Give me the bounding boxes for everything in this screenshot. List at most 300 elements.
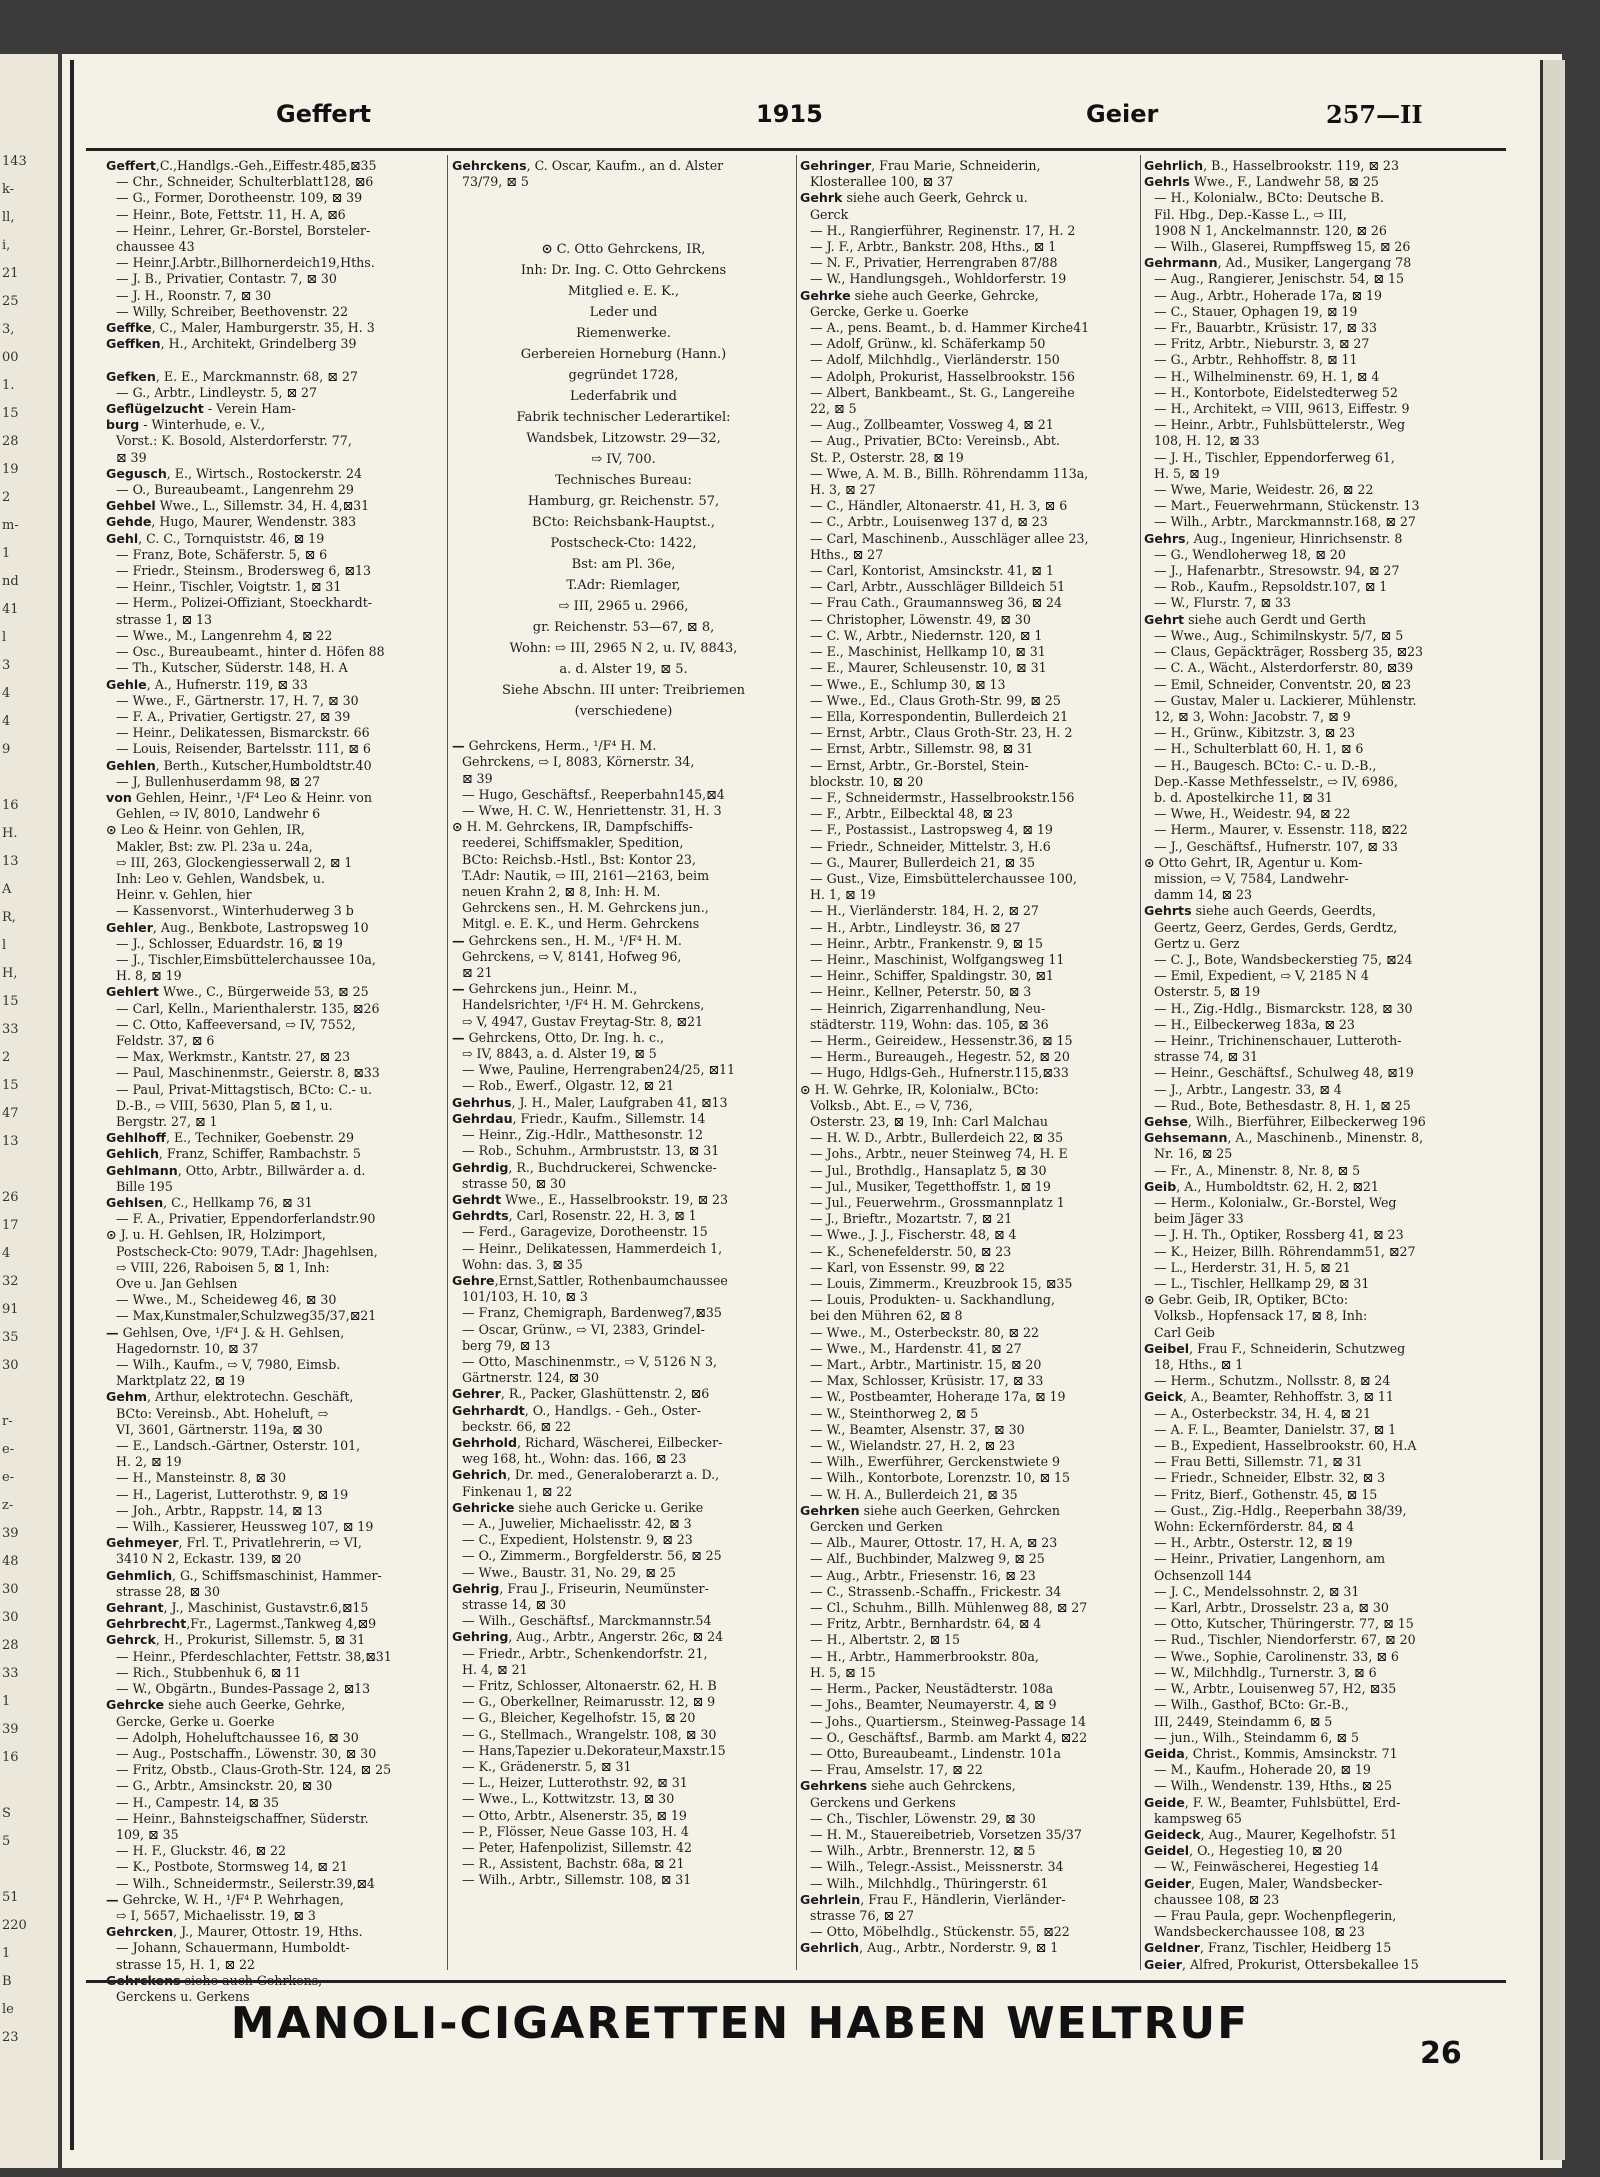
directory-entry: — A. F. L., Beamter, Danielstr. 37, ⊠ 1 [1154,1421,1397,1437]
directory-entry: — Friedr., Steinsm., Brodersweg 6, ⊠13 [116,563,371,579]
directory-entry: — H., Zig.-Hdlg., Bismarckstr. 128, ⊠ 30 [1154,1000,1413,1016]
running-header [86,92,1506,140]
directory-entry: — F., Arbtr., Eilbecktal 48, ⊠ 23 [810,806,1013,822]
directory-entry: weg 168, ht., Wohn: das. 166, ⊠ 23 [462,1451,687,1467]
directory-entry: — H., Campestr. 14, ⊠ 35 [116,1794,279,1810]
directory-entry: Gerck [810,206,849,222]
margin-fragment: e- [2,1470,15,1485]
margin-fragment: 13 [2,854,19,869]
directory-entry: — Carl, Maschinenb., Ausschläger allee 23, [810,530,1089,546]
directory-entry: — C., Stauer, Ophagen 19, ⊠ 19 [1154,303,1358,319]
directory-entry: — Franz, Chemigraph, Bardenweg7,⊠35 [462,1305,722,1321]
directory-entry: — J. C., Mendelssohnstr. 2, ⊠ 31 [1154,1583,1360,1599]
directory-entry: strasse 15, H. 1, ⊠ 22 [116,1956,256,1972]
directory-entry: — Franz, Bote, Schäferstr. 5, ⊠ 6 [116,546,328,562]
directory-entry: Wandsbek, Litzowstr. 29—32, [526,431,721,447]
directory-entry: ⇨ IV, 8843, a. d. Alster 19, ⊠ 5 [462,1046,657,1062]
sheet-number: 26 [1420,2036,1462,2071]
directory-entry: Mitglied e. E. K., [567,284,680,300]
directory-entry: — J., Brieftr., Mozartstr. 7, ⊠ 21 [810,1211,1013,1227]
directory-entry: — W. H. A., Bullerdeich 21, ⊠ 35 [810,1486,1018,1502]
directory-entry: chaussee 108, ⊠ 23 [1154,1891,1280,1907]
directory-entry: Ochsenzoll 144 [1154,1567,1252,1583]
directory-entry: Gehrlich, B., Hasselbrookstr. 119, ⊠ 23 [1144,158,1399,173]
directory-entry: H. 4, ⊠ 21 [462,1661,528,1677]
directory-entry: ⊙ J. u. H. Gehlsen, IR, Holzimport, [106,1227,326,1243]
directory-entry: Gehlich, Franz, Schiffer, Rambachstr. 5 [106,1146,361,1162]
margin-fragment: 4 [2,1246,11,1261]
margin-fragment: 220 [2,1918,27,1933]
directory-entry: — Heinr.J.Arbtr.,Billhornerdeich19,Hths. [116,255,375,271]
directory-entry: Gehlhoff, E., Techniker, Goebenstr. 29 [106,1130,355,1146]
directory-entry: — W., Handlungsgeh., Wohldorferstr. 19 [810,271,1067,287]
directory-entry: — Wwe, H., Weidestr. 94, ⊠ 22 [1154,806,1351,822]
directory-entry: — Gustav, Maler u. Lackierer, Mühlenstr. [1154,692,1417,708]
directory-entry: — Wilh., Wendenstr. 139, Hths., ⊠ 25 [1154,1778,1393,1794]
directory-entry: 22, ⊠ 5 [810,401,857,417]
margin-fragment: e- [2,1442,15,1457]
directory-entry: — Rud., Bote, Bethesdastr. 8, H. 1, ⊠ 25 [1154,1097,1411,1113]
margin-fragment: 30 [2,1610,19,1625]
margin-fragment: 2 [2,490,11,505]
directory-entry: Gerckens und Gerkens [810,1794,956,1810]
margin-fragment: ll, [2,210,15,225]
directory-entry: — N. F., Privatier, Herrengraben 87/88 [810,255,1058,271]
directory-entry: Vorst.: K. Bosold, Alsterdorferstr. 77, [116,433,352,449]
directory-entry: — E., Maurer, Schleusenstr. 10, ⊠ 31 [810,660,1047,676]
directory-entry: Gehring, Aug., Arbtr., Angerstr. 26c, ⊠ 24 [452,1629,724,1645]
directory-entry: neuen Krahn 2, ⊠ 8, Inh: H. M. [462,884,661,900]
directory-entry [452,190,787,206]
directory-entry: — Hans,Tapezier u.Dekorateur,Maxstr.15 [462,1742,726,1758]
directory-entry: — Wwe., M., Osterbeckstr. 80, ⊠ 22 [810,1324,1039,1340]
directory-entry: — Fritz, Schlosser, Altonaerstr. 62, H. B [462,1678,717,1693]
directory-entry: — Th., Kutscher, Süderstr. 148, H. A [116,660,348,676]
margin-fragment: 15 [2,1078,19,1093]
directory-entry: — Heinr., Tischler, Voigtstr. 1, ⊠ 31 [116,579,342,595]
directory-entry: — Karl, von Essenstr. 99, ⊠ 22 [810,1259,1005,1275]
margin-fragment: 23 [2,2030,19,2045]
directory-entry: Wohn: Eckernförderstr. 84, ⊠ 4 [1154,1519,1355,1535]
margin-fragment: r- [2,1414,13,1429]
directory-entry: Geick, A., Beamter, Rehhoffstr. 3, ⊠ 11 [1144,1389,1394,1405]
directory-entry: — Gehrckens, Herm., ¹/F⁴ H. M. [452,738,657,754]
directory-entry: — Jul., Feuerwehrm., Grossmannplatz 1 [810,1195,1065,1210]
directory-entry: — G., Arbtr., Rehhoffstr. 8, ⊠ 11 [1154,352,1358,368]
margin-fragment: 143 [2,154,27,169]
directory-entry: — G., Maurer, Bullerdeich 21, ⊠ 35 [810,854,1036,870]
margin-fragment: 2 [2,1050,11,1065]
directory-entry: Geider, Eugen, Maler, Wandsbecker- [1144,1875,1383,1891]
margin-fragment: 1 [2,546,11,561]
directory-entry: strasse 14, ⊠ 30 [462,1596,567,1612]
directory-entry: Geier, Alfred, Prokurist, Ottersbekallee 15 [1144,1956,1419,1972]
margin-fragment: 3 [2,658,11,673]
directory-entry: — Heinr., Lehrer, Gr.-Borstel, Borsteler- [116,222,371,238]
directory-entry: Gehle, A., Hufnerstr. 119, ⊠ 33 [106,676,308,692]
directory-entry: — J. F., Arbtr., Bankstr. 208, Hths., ⊠ 1 [810,239,1057,255]
directory-entry: Gehrhold, Richard, Wäscherei, Eilbecker- [452,1434,723,1450]
directory-entry: — H., Schulterblatt 60, H. 1, ⊠ 6 [1154,741,1364,757]
directory-entry: Gehrich, Dr. med., Generaloberarzt a. D., [452,1467,720,1483]
directory-entry: — Adolf, Milchhdlg., Vierländerstr. 150 [810,352,1060,368]
directory-entry: — W., Beamter, Alsenstr. 37, ⊠ 30 [810,1421,1025,1437]
directory-entry: — Wilh., Ewerführer, Gerckenstwiete 9 [810,1454,1061,1470]
directory-entry: a. d. Alster 19, ⊠ 5. [559,662,688,678]
directory-entry: — Wwe., Baustr. 31, No. 29, ⊠ 25 [462,1564,676,1580]
directory-entry: — Frau Betti, Sillemstr. 71, ⊠ 31 [1154,1454,1363,1470]
directory-entry: — Fritz, Arbtr., Bernhardstr. 64, ⊠ 4 [810,1616,1042,1632]
directory-entry: Gehrck, H., Prokurist, Sillemstr. 5, ⊠ 31 [106,1632,366,1648]
directory-entry: 1908 N 1, Anckelmannstr. 120, ⊠ 26 [1154,222,1387,238]
directory-entry: H. 1, ⊠ 19 [810,887,876,903]
directory-entry: — J., Geschäftsf., Hufnerstr. 107, ⊠ 33 [1154,838,1398,854]
column-divider [1140,155,1141,1970]
directory-entry: Osterstr. 5, ⊠ 19 [1154,984,1261,1000]
margin-fragment: 25 [2,294,19,309]
directory-entry: — J. H. Th., Optiker, Rossberg 41, ⊠ 23 [1154,1227,1404,1243]
directory-entry: — Wwe., M., Scheideweg 46, ⊠ 30 [116,1292,337,1308]
margin-fragment: 35 [2,1330,19,1345]
directory-entry: strasse 1, ⊠ 13 [116,611,213,627]
directory-entry: — Wilh., Gasthof, BCto: Gr.-B., [1154,1697,1349,1713]
directory-entry: Gehlen, ⇨ IV, 8010, Landwehr 6 [116,806,321,822]
directory-entry: — H., Albertstr. 2, ⊠ 15 [810,1632,961,1648]
directory-entry: — H., Arbtr., Lindleystr. 36, ⊠ 27 [810,919,1021,935]
directory-entry: — F., Schneidermstr., Hasselbrookstr.156 [810,789,1075,805]
directory-entry: — E., Maschinist, Hellkamp 10, ⊠ 31 [810,644,1046,660]
directory-entry: Postscheck-Cto: 9079, T.Adr: Jhagehlsen, [116,1243,378,1259]
directory-entry: ⊠ 39 [116,449,147,465]
directory-entry: — H., Architekt, ⇨ VIII, 9613, Eiffestr. 9 [1154,401,1410,417]
directory-entry: Gehrdig, R., Buchdruckerei, Schwencke- [452,1159,717,1175]
directory-entry: Geffert,C.,Handlgs.-Geh.,Eiffestr.485,⊠35 [106,158,377,173]
directory-entry: Handelsrichter, ¹/F⁴ H. M. Gehrckens, [462,997,705,1013]
directory-entry: — Wwe., J. J., Fischerstr. 48, ⊠ 4 [810,1227,1017,1243]
directory-entry: — Ernst, Arbtr., Claus Groth-Str. 23, H. 2 [810,725,1073,741]
directory-entry: Gehrls Wwe., F., Landwehr 58, ⊠ 25 [1144,174,1379,190]
directory-entry: Gefken, E. E., Marckmannstr. 68, ⊠ 27 [106,368,358,384]
column-divider [796,155,797,1970]
directory-entry: ⊙ H. M. Gehrckens, IR, Dampfschiffs- [452,819,693,835]
margin-fragment: 28 [2,1638,19,1653]
directory-entry: Lederfabrik und [570,389,677,405]
previous-page-strip [0,54,58,2168]
directory-entry: 73/79, ⊠ 5 [462,174,529,190]
directory-entry: — Wwe, Marie, Weidestr. 26, ⊠ 22 [1154,482,1374,498]
directory-entry: — L., Heizer, Lutterothstr. 92, ⊠ 31 [462,1775,688,1791]
margin-fragment: 19 [2,462,19,477]
directory-entry: — Carl, Arbtr., Ausschläger Billdeich 51 [810,579,1066,595]
directory-column-4 [1144,158,1479,1972]
directory-entry: — Frau, Amselstr. 17, ⊠ 22 [810,1762,983,1778]
directory-entry: gegründet 1728, [568,368,679,384]
directory-entry: — Fritz, Obstb., Claus-Groth-Str. 124, ⊠ 25 [116,1762,392,1778]
directory-entry: ⇨ I, 5657, Michaelisstr. 19, ⊠ 3 [116,1907,316,1923]
directory-entry: — Oscar, Grünw., ⇨ VI, 2383, Grindel- [462,1321,705,1337]
directory-entry: 101/103, H. 10, ⊠ 3 [462,1289,588,1305]
directory-entry: strasse 50, ⊠ 30 [462,1175,567,1191]
directory-entry: Gehrdts, Carl, Rosenstr. 22, H. 3, ⊠ 1 [452,1208,697,1224]
directory-entry: — Kassenvorst., Winterhuderweg 3 b [116,903,354,919]
directory-entry: Gehrant, J., Maschinist, Gustavstr.6,⊠15 [106,1600,369,1616]
directory-entry: — C. J., Bote, Wandsbeckerstieg 75, ⊠24 [1154,951,1413,967]
directory-entry: ⇨ VIII, 226, Raboisen 5, ⊠ 1, Inh: [116,1259,330,1275]
directory-entry: — Heinr., Trichinenschauer, Lutteroth- [1154,1032,1402,1048]
directory-entry: — B., Expedient, Hasselbrookstr. 60, H.A [1154,1438,1417,1454]
directory-entry: — Frau Paula, gepr. Wochenpflegerin, [1154,1907,1397,1923]
directory-entry: Gehrt siehe auch Gerdt und Gerth [1144,611,1367,627]
directory-entry: — W., Flurstr. 7, ⊠ 33 [1154,595,1292,611]
directory-entry: — H. W. D., Arbtr., Bullerdeich 22, ⊠ 35 [810,1130,1064,1146]
margin-fragment: z- [2,1498,14,1513]
directory-entry: — Wilh., Arbtr., Marckmannstr.168, ⊠ 27 [1154,514,1416,530]
directory-entry: — J., Arbtr., Langestr. 33, ⊠ 4 [1154,1081,1342,1097]
directory-entry: — Wwe., M., Langenrehm 4, ⊠ 22 [116,627,333,643]
directory-entry: — W., Milchhdlg., Turnerstr. 3, ⊠ 6 [1154,1664,1377,1680]
directory-entry: — Aug., Arbtr., Friesenstr. 16, ⊠ 23 [810,1567,1036,1583]
directory-entry: Gehrcken, J., Maurer, Ottostr. 19, Hths. [106,1924,363,1940]
directory-entry: H. 3, ⊠ 27 [810,482,876,498]
directory-entry: blockstr. 10, ⊠ 20 [810,773,924,789]
directory-entry: — L., Herderstr. 31, H. 5, ⊠ 21 [1154,1259,1351,1275]
directory-entry: BCto: Reichsbank-Hauptst., [532,515,715,531]
directory-entry: — Fritz, Arbtr., Nieburstr. 3, ⊠ 27 [1154,336,1370,352]
column-divider [447,155,448,1970]
directory-entry: Gehmlich, G., Schiffsmaschinist, Hammer- [106,1567,382,1583]
directory-entry: — Heinr., Delikatessen, Bismarckstr. 66 [116,725,370,741]
directory-entry: — Wilh., Schneidermstr., Seilerstr.39,⊠4 [116,1875,375,1891]
directory-entry: ⊠ 39 [462,770,493,786]
directory-entry: — A., pens. Beamt., b. d. Hammer Kirche41 [810,320,1090,336]
directory-entry: — Heinr., Bahnsteigschaffner, Süderstr. [116,1810,369,1826]
directory-entry: — Otto, Bureaubeamt., Lindenstr. 101a [810,1745,1061,1761]
directory-entry: — Johann, Schauermann, Humboldt- [116,1940,350,1956]
directory-entry: Gercke, Gerke u. Goerke [810,303,969,319]
directory-entry: — Aug., Postschaffn., Löwenstr. 30, ⊠ 30 [116,1745,377,1761]
directory-entry: städterstr. 119, Wohn: das. 105, ⊠ 36 [810,1016,1049,1032]
directory-entry: Postscheck-Cto: 1422, [550,536,697,552]
margin-fragment: l [2,630,7,645]
directory-entry: — E., Landsch.-Gärtner, Osterstr. 101, [116,1438,361,1454]
directory-entry: — Wilh., Arbtr., Sillemstr. 108, ⊠ 31 [462,1872,692,1888]
directory-entry: — Max, Werkmstr., Kantstr. 27, ⊠ 23 [116,1049,351,1065]
directory-entry: — Karl, Arbtr., Drosselstr. 23 a, ⊠ 30 [1154,1600,1389,1616]
directory-entry: Gehrlich, Aug., Arbtr., Norderstr. 9, ⊠ 1 [800,1940,1059,1956]
directory-entry: — Wwe., Ed., Claus Groth-Str. 99, ⊠ 25 [810,692,1061,708]
directory-entry: — G., Arbtr., Lindleystr. 5, ⊠ 27 [116,384,318,400]
margin-fragment: le [2,2002,14,2017]
directory-entry: — Wwe, A. M. B., Billh. Röhrendamm 113a, [810,465,1089,481]
directory-entry: — Wilh., Kassierer, Heussweg 107, ⊠ 19 [116,1519,374,1535]
directory-entry: — Wilh., Kontorbote, Lorenzstr. 10, ⊠ 15 [810,1470,1071,1486]
directory-entry: — Ernst, Arbtr., Sillemstr. 98, ⊠ 31 [810,741,1034,757]
directory-entry: — O., Geschäftsf., Barmb. am Markt 4, ⊠22 [810,1729,1088,1745]
directory-entry: Gehlsen, C., Hellkamp 76, ⊠ 31 [106,1195,313,1210]
directory-entry: ⇨ IV, 700. [591,452,656,468]
directory-entry: — Rob., Schuhm., Armbruststr. 13, ⊠ 31 [462,1143,720,1159]
directory-entry: strasse 74, ⊠ 31 [1154,1049,1259,1065]
directory-entry: — Heinr., Zig.-Hdlr., Matthesonstr. 12 [462,1127,704,1143]
margin-fragment: l [2,938,7,953]
directory-entry: — Wwe., Aug., Schimilnskystr. 5/7, ⊠ 5 [1154,627,1404,643]
margin-fragment: m- [2,518,19,533]
directory-entry: — H., Lagerist, Lutterothstr. 9, ⊠ 19 [116,1486,349,1502]
directory-entry: Makler, Bst: zw. Pl. 23a u. 24a, [116,838,313,854]
directory-entry: — Ella, Korrespondentin, Bullerdeich 21 [810,708,1069,724]
directory-entry: Wohn: das. 3, ⊠ 35 [462,1256,583,1272]
directory-entry: Gehrmann, Ad., Musiker, Langergang 78 [1144,255,1412,271]
directory-entry: — H., Grünw., Kibitzstr. 3, ⊠ 23 [1154,725,1356,741]
directory-entry: Bille 195 [116,1178,173,1194]
directory-entry: Dep.-Kasse Methfesselstr., ⇨ IV, 6986, [1154,773,1398,789]
directory-entry: Gehrdau, Friedr., Kaufm., Sillemstr. 14 [452,1110,706,1126]
directory-entry: — Rob., Kaufm., Repsoldstr.107, ⊠ 1 [1154,579,1388,595]
directory-entry: — G., Former, Dorotheenstr. 109, ⊠ 39 [116,190,363,206]
directory-entry: berg 79, ⊠ 13 [462,1337,551,1353]
directory-entry: ⇨ V, 4947, Gustav Freytag-Str. 8, ⊠21 [462,1013,703,1029]
directory-entry: — W., Obgärtn., Bundes-Passage 2, ⊠13 [116,1681,371,1697]
directory-entry: — Fr., Bauarbtr., Krüsistr. 17, ⊠ 33 [1154,320,1377,336]
margin-fragment: 00 [2,350,19,365]
margin-fragment: R, [2,910,16,925]
directory-entry: — Otto, Arbtr., Alsenerstr. 35, ⊠ 19 [462,1807,687,1823]
directory-entry: mission, ⇨ V, 7584, Landwehr- [1154,870,1349,886]
directory-entry: — Louis, Zimmerm., Kreuzbrook 15, ⊠35 [810,1276,1073,1292]
margin-fragment: 4 [2,686,11,701]
directory-entry: Gehrckens, ⇨ I, 8083, Körnerstr. 34, [462,754,695,770]
directory-entry: — Louis, Produkten- u. Sackhandlung, [810,1292,1055,1308]
margin-fragment: 15 [2,406,19,421]
margin-fragment: S [2,1806,11,1821]
page-right-edge [1540,60,1565,2160]
directory-entry: T.Adr: Nautik, ⇨ III, 2161—2163, beim [462,867,710,883]
directory-entry: — Heinr., Delikatessen, Hammerdeich 1, [462,1240,723,1256]
margin-fragment: 32 [2,1274,19,1289]
directory-entry: — Herm., Geireidew., Hessenstr.36, ⊠ 15 [810,1032,1073,1048]
directory-entry: Hamburg, gr. Reichenstr. 57, [527,494,720,510]
header-rule [86,148,1506,151]
directory-entry: BCto: Reichsb.-Hstl., Bst: Kontor 23, [462,851,696,867]
directory-entry: — Adolph, Prokurist, Hasselbrookstr. 156 [810,368,1075,384]
directory-entry: — O., Zimmerm., Borgfelderstr. 56, ⊠ 25 [462,1548,722,1564]
directory-entry: H. 2, ⊠ 19 [116,1454,182,1470]
directory-entry: Gehrs, Aug., Ingenieur, Hinrichsenstr. 8 [1144,530,1403,546]
directory-entry: Fabrik technischer Lederartikel: [516,410,731,426]
directory-entry: Feldstr. 37, ⊠ 6 [116,1032,215,1048]
directory-entry: — Carl, Kelln., Marienthalerstr. 135, ⊠26 [116,1000,380,1016]
directory-entry: — Christopher, Löwenstr. 49, ⊠ 30 [810,611,1031,627]
directory-entry: Geideck, Aug., Maurer, Kegelhofstr. 51 [1144,1826,1398,1842]
directory-entry: 108, H. 12, ⊠ 33 [1154,433,1260,449]
directory-entry: — Friedr., Schneider, Mittelstr. 3, H.6 [810,838,1051,854]
directory-entry: VI, 3601, Gärtnerstr. 119a, ⊠ 30 [116,1421,323,1437]
directory-entry: — Jul., Brothdlg., Hansaplatz 5, ⊠ 30 [810,1162,1047,1178]
directory-entry: — Wwe, H. C. W., Henriettenstr. 31, H. 3 [462,803,722,819]
directory-entry: Geib, A., Humboldtstr. 62, H. 2, ⊠21 [1144,1178,1379,1194]
directory-entry: — Heinr., Geschäftsf., Schulweg 48, ⊠19 [1154,1065,1414,1081]
margin-fragment: 39 [2,1722,19,1737]
directory-entry: — C., Händler, Altonaerstr. 41, H. 3, ⊠ 6 [810,498,1068,514]
margin-fragment: H, [2,966,18,981]
directory-entry: Gehrts siehe auch Geerds, Geerdts, [1144,903,1376,919]
directory-entry: von Gehlen, Heinr., ¹/F⁴ Leo & Heinr. von [106,789,372,805]
directory-entry: Marktplatz 22, ⊠ 19 [116,1373,246,1389]
directory-entry: Volksb., Abt. E., ⇨ V, 736, [810,1097,973,1113]
directory-entry: — Mart., Arbtr., Martinistr. 15, ⊠ 20 [810,1357,1042,1373]
directory-entry: 18, Hths., ⊠ 1 [1154,1357,1244,1373]
directory-entry: — P., Flösser, Neue Gasse 103, H. 4 [462,1823,689,1839]
directory-entry: Gehler, Aug., Benkbote, Lastropsweg 10 [106,919,369,935]
directory-entry: Geffke, C., Maler, Hamburgerstr. 35, H. 3 [106,320,375,336]
directory-entry: Geldner, Franz, Tischler, Heidberg 15 [1144,1940,1392,1956]
margin-fragment: 28 [2,434,19,449]
directory-entry: Gehrbrecht,Fr., Lagermst.,Tankweg 4,⊠9 [106,1616,377,1632]
directory-entry: — Albert, Bankbeamt., St. G., Langereihe [810,384,1075,400]
margin-fragment: nd [2,574,19,589]
directory-entry: — C. Otto, Kaffeeversand, ⇨ IV, 7552, [116,1016,356,1032]
directory-entry: bei den Mühren 62, ⊠ 8 [810,1308,963,1324]
directory-entry: — Wilh., Arbtr., Brennerstr. 12, ⊠ 5 [810,1843,1036,1859]
directory-entry: — C. A., Wächt., Alsterdorferstr. 80, ⊠39 [1154,660,1414,676]
directory-column-3 [800,158,1135,1968]
directory-entry: — Gehrckens, Otto, Dr. Ing. h. c., [452,1029,665,1045]
directory-entry: — J., Schlosser, Eduardstr. 16, ⊠ 19 [116,935,343,951]
directory-entry: Riemenwerke. [576,326,671,342]
header-left-word: Geffert [276,100,372,128]
directory-entry: burg - Winterhude, e. V., [106,417,265,433]
directory-entry: — Hugo, Hdlgs-Geh., Hufnerstr.115,⊠33 [810,1065,1069,1081]
directory-entry: 3410 N 2, Eckastr. 139, ⊠ 20 [116,1551,302,1567]
page-number: 257—II [1326,100,1423,129]
directory-entry: Gehrk siehe auch Geerk, Gehrck u. [800,190,1028,206]
directory-entry: — C. W., Arbtr., Niedernstr. 120, ⊠ 1 [810,627,1043,643]
directory-entry: — Joh., Arbtr., Rappstr. 14, ⊠ 13 [116,1502,323,1518]
directory-entry: — Johs., Beamter, Neumayerstr. 4, ⊠ 9 [810,1697,1057,1713]
directory-entry: beckstr. 66, ⊠ 22 [462,1418,571,1434]
margin-fragment: 26 [2,1190,19,1205]
directory-entry: Gehlert Wwe., C., Bürgerweide 53, ⊠ 25 [106,984,369,1000]
directory-entry: — Rud., Tischler, Niendorferstr. 67, ⊠ 20 [1154,1632,1416,1648]
directory-entry: — Wwe., L., Kottwitzstr. 13, ⊠ 30 [462,1791,675,1807]
directory-entry: Leder und [589,305,658,321]
directory-column-1 [106,158,441,2004]
directory-entry: Gehre,Ernst,Sattler, Rothenbaumchaussee [452,1272,728,1288]
directory-entry: Ove u. Jan Gehlsen [116,1276,238,1292]
directory-entry: — Wilh., Kaufm., ⇨ V, 7980, Eimsb. [116,1357,341,1373]
directory-entry: Gehrckens, C. Oscar, Kaufm., an d. Alster [452,158,724,173]
directory-entry: — Heinr., Arbtr., Frankenstr. 9, ⊠ 15 [810,935,1044,951]
directory-entry: Finkenau 1, ⊠ 22 [462,1483,573,1499]
directory-entry: Gehl, C. C., Tornquiststr. 46, ⊠ 19 [106,530,325,546]
directory-entry [106,352,441,368]
directory-entry: — Johs., Quartiersm., Steinweg-Passage 14 [810,1713,1086,1729]
directory-entry: — Fritz, Bierf., Gothenstr. 45, ⊠ 15 [1154,1486,1378,1502]
directory-entry: — W., Steinthorweg 2, ⊠ 5 [810,1405,979,1421]
directory-entry: — H., Arbtr., Osterstr. 12, ⊠ 19 [1154,1535,1353,1551]
page-left-border [70,60,74,2150]
directory-entry: — Aug., Zollbeamter, Vossweg 4, ⊠ 21 [810,417,1054,433]
directory-entry: Gehrken siehe auch Geerken, Gehrcken [800,1502,1060,1518]
directory-entry: — Ferd., Garagevize, Dorotheenstr. 15 [462,1224,708,1240]
margin-fragment: 30 [2,1358,19,1373]
margin-fragment: 1 [2,1694,11,1709]
margin-fragment: 1 [2,1946,11,1961]
directory-entry: — Aug., Rangierer, Jenischstr. 54, ⊠ 15 [1154,271,1404,287]
directory-entry: D.-B., ⇨ VIII, 5630, Plan 5, ⊠ 1, u. [116,1097,333,1113]
directory-entry: — H. M., Stauereibetrieb, Vorsetzen 35/37 [810,1826,1082,1842]
margin-fragment: 51 [2,1890,19,1905]
